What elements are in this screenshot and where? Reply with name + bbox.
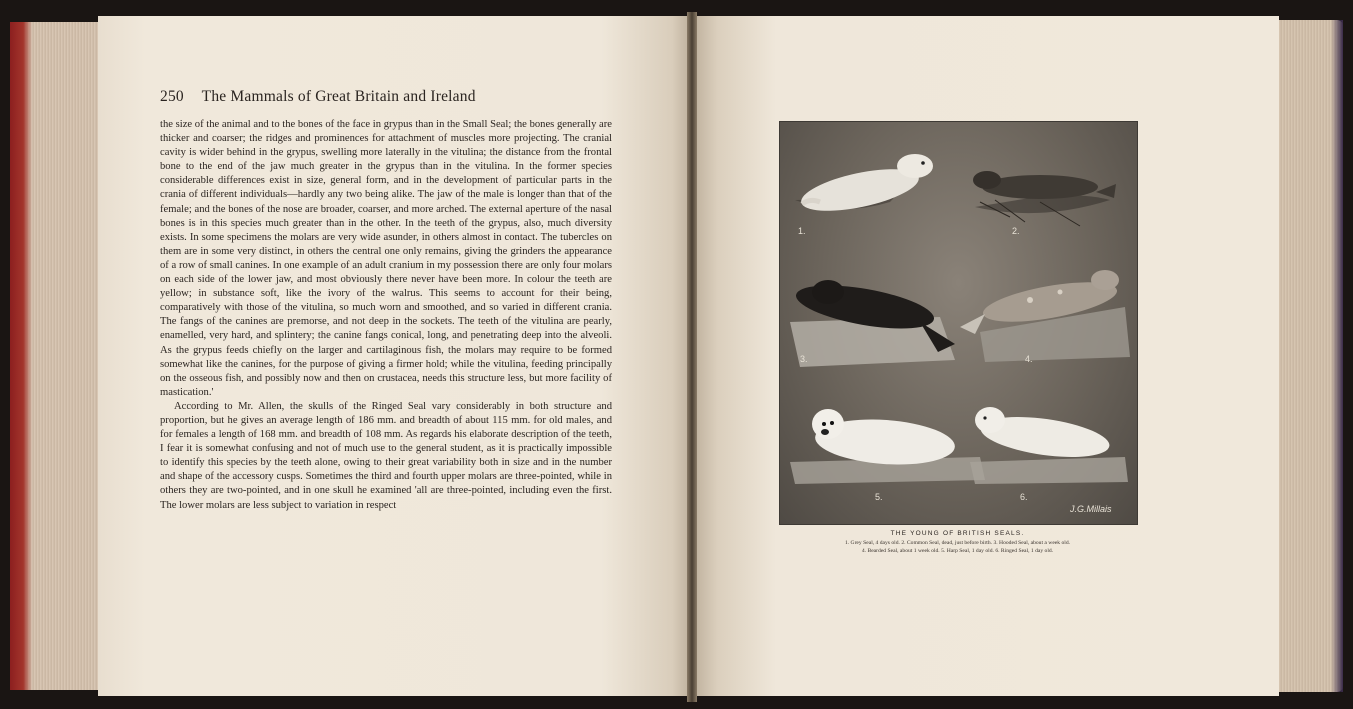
plate-caption-line-2: 4. Bearded Seal, about 1 week old. 5. Harp Seal, 1 day old. 6. Ringed Seal, 1 day old. — [861, 548, 1054, 554]
left-page-stack-edge — [10, 22, 105, 690]
page-number: 250 — [160, 88, 184, 105]
figure-number-5: 5. — [875, 492, 883, 502]
figure-number-6: 6. — [1020, 492, 1028, 502]
running-title: The Mammals of Great Britain and Ireland — [201, 88, 476, 105]
seal-illustration-plate — [779, 121, 1138, 525]
artist-signature: J.G.Millais — [1070, 504, 1112, 514]
paragraph-2: According to Mr. Allen, the skulls of the Ringed Seal vary considerably in both structure and proportion, but he gives an average length of 186 mm. and breadth of about 115 mm. for old males, and for females a length of 168 mm. and breadth of 108 mm. As regards his elaborate description of the teeth, I fear it is somewhat confusing and not of much use to the general student, as it is practically impossible to identify this species by the teeth alone, owing to their great variability both in size and in the number and shape of the accessory cusps. Sometimes the third and fourth upper molars are three-pointed, while in others they are two-pointed, and in one skull he examined 'all are three-pointed, including even the first. The lower molars are less subject to variation in respect — [160, 400, 612, 511]
figure-number-3: 3. — [800, 354, 808, 364]
running-head — [160, 88, 620, 106]
book-gutter — [687, 12, 697, 702]
right-page-stack-edge — [1273, 20, 1343, 692]
seal-figure-2 — [973, 171, 1116, 226]
plate-caption-title: THE YOUNG OF BRITISH SEALS. — [890, 530, 1025, 537]
seal-figure-6 — [970, 407, 1128, 484]
seal-figure-4 — [960, 270, 1130, 362]
seals-drawing — [780, 122, 1137, 524]
seal-figure-3 — [790, 277, 955, 367]
figure-number-2: 2. — [1012, 226, 1020, 236]
figure-number-4: 4. — [1025, 354, 1033, 364]
seal-figure-1 — [795, 154, 933, 219]
figure-number-1: 1. — [798, 226, 806, 236]
seal-figure-5 — [790, 409, 985, 484]
paragraph-1: the size of the animal and to the bones of the face in grypus than in the Small Seal; the bones generally are thicker and coarser; the ridges and prominences for attachment of muscles more projecting. The cranial cavity is wider behind in the grypus, swelling more laterally in the vitulina; the distance from the frontal bone to the end of the jaw much greater in the grypus than in the vitulina. In the former species considerable differences exist in size, general form, and in the development of particular parts in the crania of different individuals—hardly any two being alike. The jaw of the male is longer than that of the female; and the bones of the nose are broader, coarser, and more arched. The external aperture of the nasal bones is in this species much greater than in the other. In the teeth of the grypus, also, much diversity exists. In some specimens the molars are very wide asunder, in others almost in contact. The tubercles on them are in some very distinct, in others the central one only remains, giving the grinders the appearance of a row of small canines. In one example of an adult cranium in my possession there are only four molars on each side of the lower jaw, and most obviously there never have been more. In colour the teeth are yellow; in substance soft, like the ivory of the walrus. This seems to account for their being, comparatively with those of the vitulina, so much worn and smoothed, and so varied in different crania. The fangs of the canines are premorse, and not deep in the sockets. The teeth of the vitulina are pearly, enamelled, very hard, and splintery; the canine fangs conical, long, and penetrating deep into the alveoli. As the grypus feeds chiefly on the larger and cartilaginous fish, the molars may require to be formed somewhat like the canines, for the purpose of giving a firmer hold; while the vitulina, feeding principally on the osseous fish, and possibly now and then on crustacea, needs this structure less, but more facility of mastication.' — [160, 119, 612, 398]
plate-caption-line-1: 1. Grey Seal, 4 days old. 2. Common Seal, dead, just before birth. 3. Hooded Seal, about a week old. — [844, 540, 1071, 546]
body-text — [160, 118, 612, 513]
